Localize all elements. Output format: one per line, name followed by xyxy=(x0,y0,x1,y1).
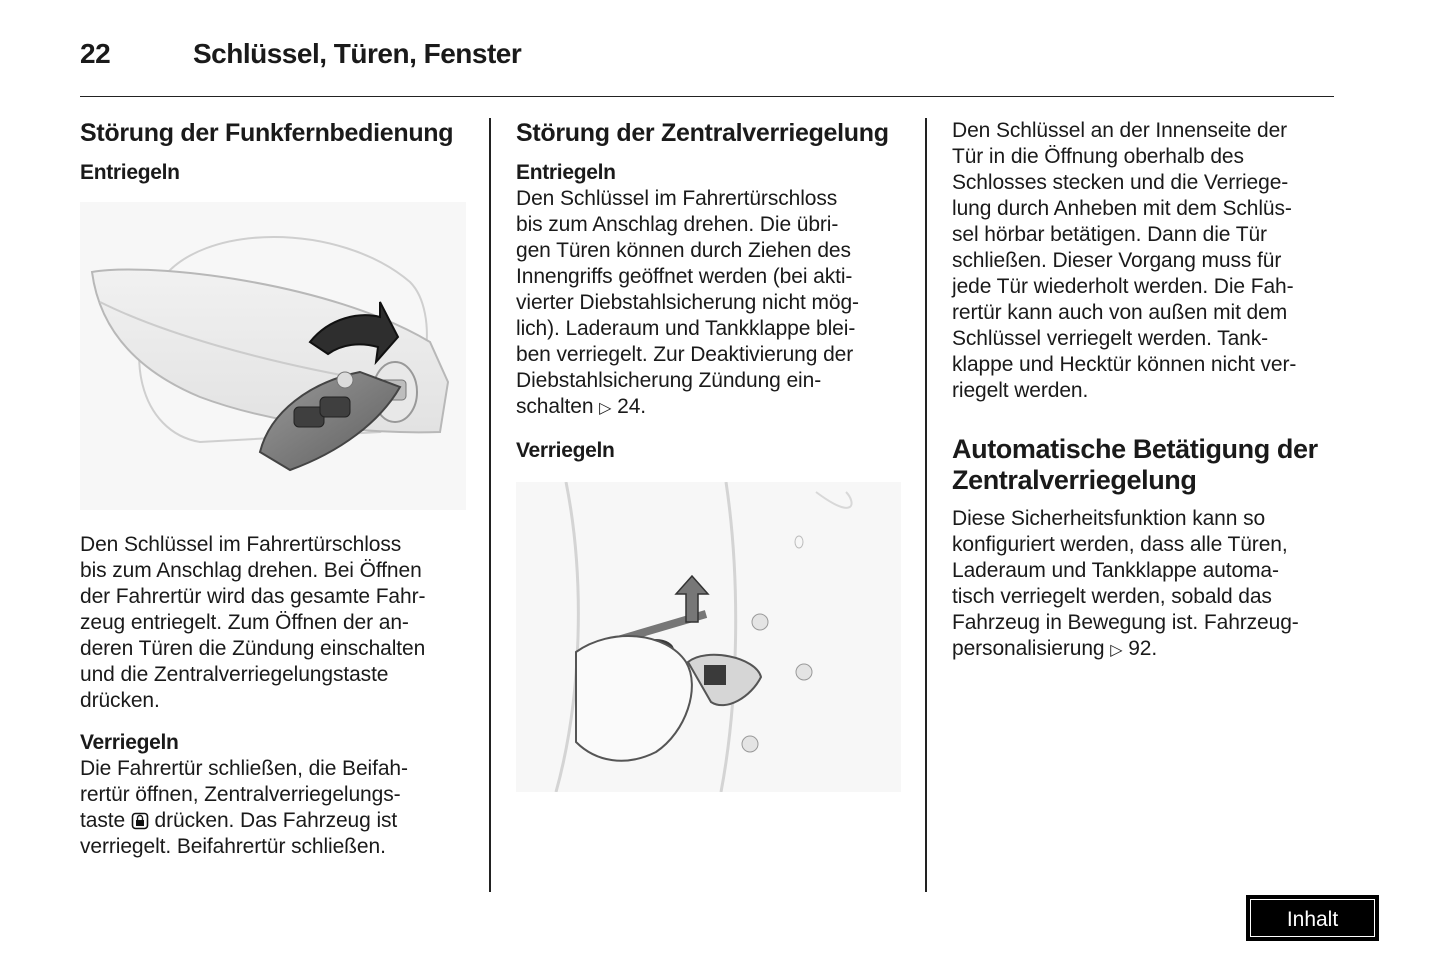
column-instructions-continued xyxy=(952,118,1338,664)
page-reference-link[interactable]: 24. xyxy=(617,395,647,418)
page-reference-arrow-icon: ▷ xyxy=(599,400,612,417)
section-heading-central-lock-failure: Störung der Zentralverriegelung xyxy=(516,119,889,147)
section-heading-automatic-lock: Automatische Betätigung der Zentralverriegelung xyxy=(952,434,1318,495)
subheading-lock: Verriegeln xyxy=(80,731,179,754)
contents-button[interactable]: Inhalt xyxy=(1246,895,1379,941)
page-number: 22 xyxy=(80,38,111,69)
page-reference-link[interactable]: 92. xyxy=(1128,637,1158,660)
column-central-lock-failure xyxy=(516,118,901,792)
unlock-instructions-text: Den Schlüssel im Fahrertürschloss bis zum Anschlag drehen. Bei Öffnen der Fahrertür wird das gesamte Fahr- zeug entriegelt. Zum Öffnen der an- deren Türen die Zündung einschalten und die Zentralverriegelungstaste drücken. xyxy=(80,533,426,712)
subheading-unlock: Entriegeln xyxy=(516,161,616,184)
subheading-lock: Verriegeln xyxy=(516,439,615,462)
subheading-unlock: Entriegeln xyxy=(80,161,180,184)
automatic-lock-text: Diese Sicherheitsfunktion kann so konfiguriert werden, dass alle Türen, Laderaum und Tankklappe automa- tisch verriegelt werden, sobald das Fahrzeug in Bewegung ist. Fahrzeug- personalisierung ▷ 92. xyxy=(952,507,1299,660)
lock-instructions-text: Die Fahrertür schließen, die Beifah- rertür öffnen, Zentralverriegelungs- taste drücken. Das Fahrzeug ist verriegelt. Beifahrertür schließen. xyxy=(80,757,408,858)
column-divider xyxy=(925,118,927,892)
central-lock-button-icon xyxy=(131,812,149,830)
section-heading-remote-failure: Störung der Funkfernbedienung xyxy=(80,119,454,147)
page-header xyxy=(80,32,1334,97)
door-lock-key-illustration xyxy=(516,482,902,792)
manual-lock-instructions-text: Den Schlüssel an der Innenseite der Tür in die Öffnung oberhalb des Schlosses stecken und die Verriege- lung durch Anheben mit dem Schlüs- sel hörbar betätigen. Dann die Tür schließen. Dieser Vorgang muss für jede Tür wiederholt werden. Die Fah- rertür kann auch von außen mit dem Schlüssel verriegelt werden. Tank- klappe und Hecktür können nicht ver- riegelt werden. xyxy=(952,119,1297,402)
page-title: Schlüssel, Türen, Fenster xyxy=(193,38,522,69)
key-in-door-lock-illustration xyxy=(80,202,466,510)
central-unlock-instructions-text: Den Schlüssel im Fahrertürschloss bis zum Anschlag drehen. Die übri- gen Türen können durch Ziehen des Innengriffs geöffnet werden (bei akti- vierter Diebstahlsicherung nicht mög- lich). Laderaum und Tankklappe blei- ben verriegelt. Zur Deaktivierung der Diebstahlsicherung Zündung ein- schalten ▷ 24. xyxy=(516,187,859,418)
column-divider xyxy=(489,118,491,892)
page-reference-arrow-icon: ▷ xyxy=(1110,642,1123,659)
column-remote-failure xyxy=(80,118,466,860)
